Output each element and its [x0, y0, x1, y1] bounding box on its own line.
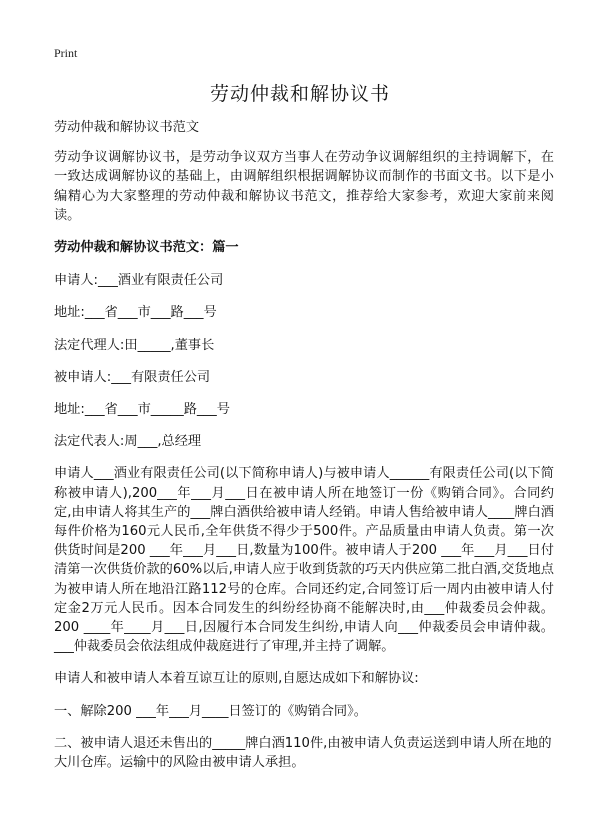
- field-legal-agent: 法定代理人:田_____,董事长: [54, 337, 215, 353]
- print-label: Print: [54, 46, 78, 60]
- field-applicant-address: 地址:___省___市___路___号: [54, 305, 217, 321]
- clause-2: 二、被申请人退还未售出的_____牌白酒110件,由被申请人负责运送到申请人所在地的大川仓库。运输中的风险由被申请人承担。: [54, 735, 552, 771]
- document-body: [54, 118, 554, 785]
- field-respondent: 被申请人:___有限责任公司: [54, 369, 211, 385]
- document-subtitle: 劳动仲裁和解协议书范文: [54, 120, 200, 135]
- clause-1: 一、解除200 ___年___月____日签订的《购销合同》。: [54, 703, 367, 719]
- document-title: 劳动仲裁和解协议书: [209, 83, 390, 105]
- section-heading: 劳动仲裁和解协议书范文：篇一: [54, 240, 239, 256]
- field-legal-representative: 法定代表人:周___,总经理: [54, 434, 202, 450]
- agreement-intro: 申请人和被申请人本着互谅互让的原则,自愿达成如下和解协议:: [54, 671, 419, 687]
- intro-paragraph: 劳动争议调解协议书，是劳动争议双方当事人在劳动争议调解组织的主持调解下，在一致达成调解协议的基础上，由调解组织根据调解协议而制作的书面文书。以下是小编精心为大家整理的劳动仲裁和解协议书范文，推荐给大家参考，欢迎大家前来阅读。: [54, 150, 554, 223]
- field-applicant: 申请人:___酒业有限责任公司: [54, 273, 224, 289]
- facts-paragraph: 申请人___酒业有限责任公司(以下简称申请人)与被申请人______有限责任公司(以下简称被申请人),200___年___月___日在被申请人所在地签订一份《购销合同》。合同约定,由申请人将其生产的___牌白酒供给被申请人经销。申请人售给被申请人____牌白酒每件价格为160元人民币,全年供货不得少于500件。产品质量由申请人负责。第一次供货时间是200 ___年___月___日,数量为100件。被申请人于200 ___年___月___日付清第一次供货价款的60%以后,申请人应于收到货款的巧天内供应第二批白酒,交货地点为被申请人所在地沿江路112号的仓库。合同还约定,合同签订后一周内由被申请人付定金2万元人民币。因本合同发生的纠纷经协商不能解决时,由___仲裁委员会仲裁。200 ____年____月___日,因履行本合同发生纠纷,申请人向___仲裁委员会申请仲裁。___仲裁委员会依法组成仲裁庭进行了审理,并主持了调解。: [54, 466, 554, 655]
- field-respondent-address: 地址:___省___市_____路___号: [54, 402, 230, 418]
